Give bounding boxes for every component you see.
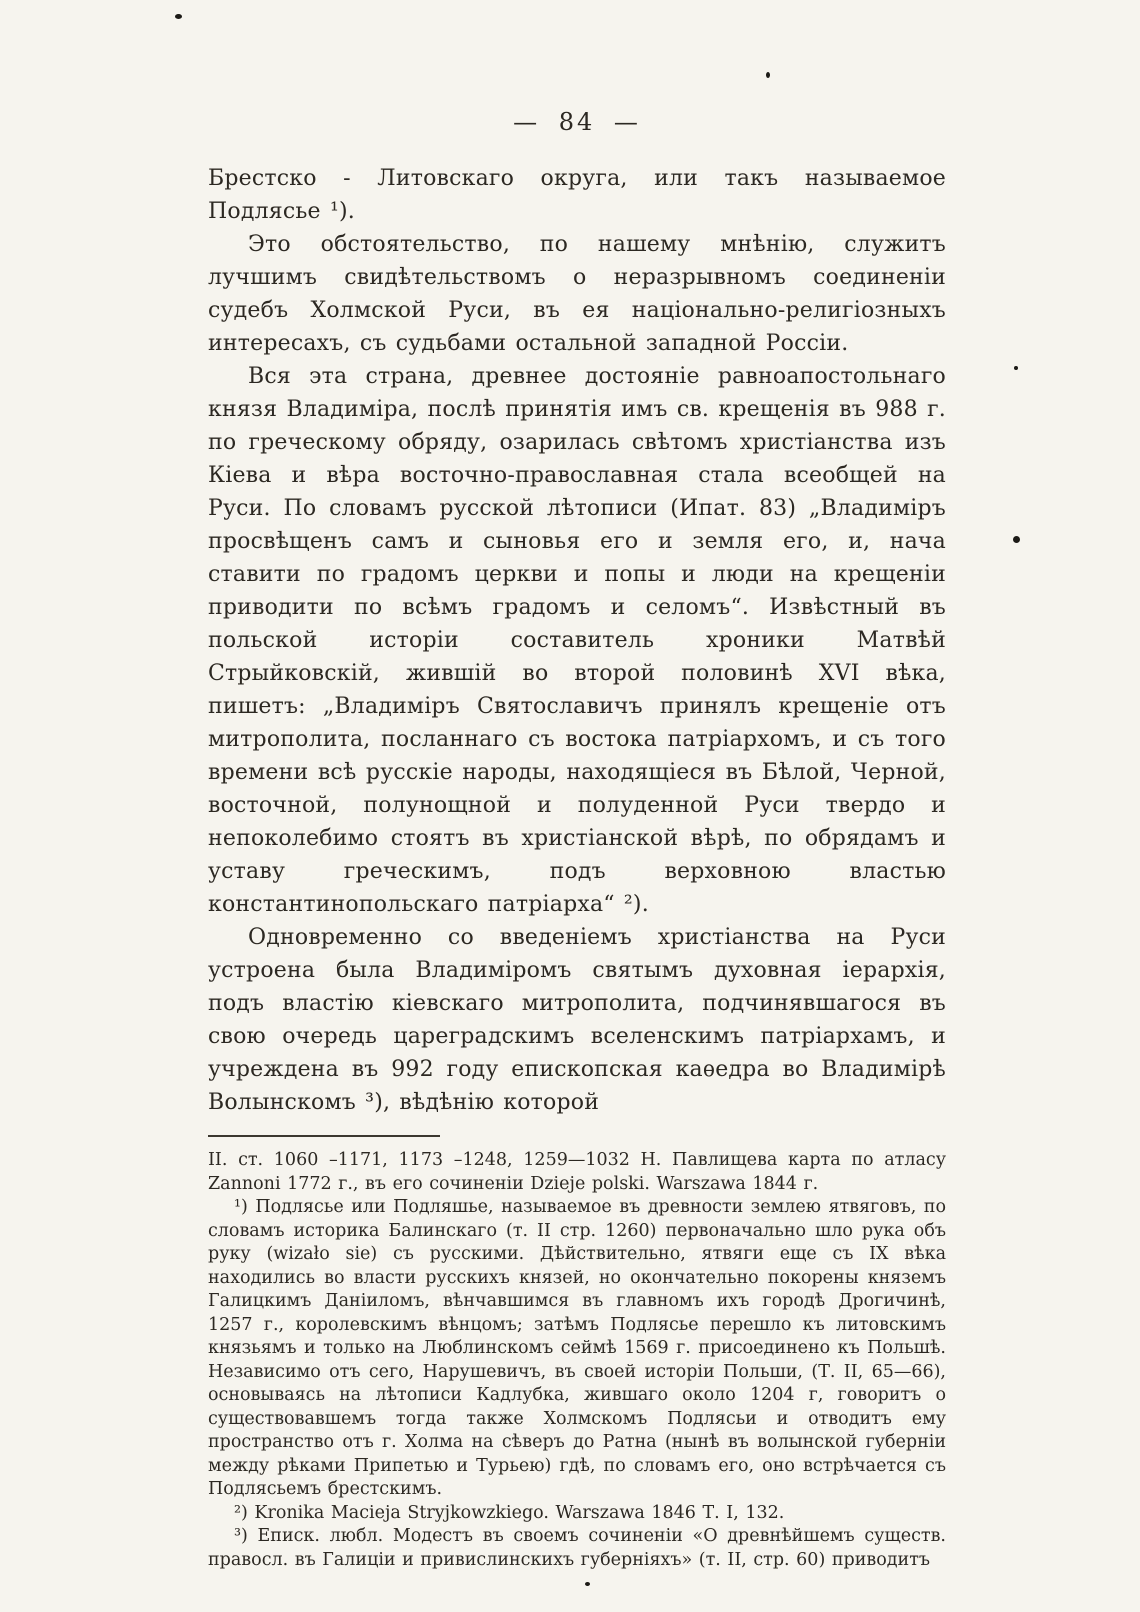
page-number: — 84 —	[513, 108, 641, 136]
paragraph: Вся эта страна, древнее достояніе равноапостольнаго князя Владиміра, послѣ принятія имъ св. крещенія въ 988 г. по греческому обряду, озарилась свѣтомъ христіанства изъ Кіева и вѣра восточно-православная стала всеобщей на Руси. По словамъ русской лѣтописи (Ипат. 83) „Владиміръ просвѣщенъ самъ и сыновья его и земля его, и, нача ставити по градомъ церкви и попы и люди на крещеніи приводити по всѣмъ градомъ и селомъ“. Извѣстный въ польской исторіи составитель хроники Матвѣй Стрыйковскій, жившій во второй половинѣ XVI вѣка, пишетъ: „Владиміръ Святославичъ принялъ крещеніе отъ митрополита, посланнаго съ востока патріархомъ, и съ того времени всѣ русскіе народы, находящіеся въ Бѣлой, Черной, восточной, полунощной и полуденной Руси твердо и непоколебимо стоятъ въ христіанской вѣрѣ, по обрядамъ и уставу греческимъ, подъ верховною властью константинопольскаго патріарха“ ²).	[208, 364, 946, 917]
scan-speck	[175, 14, 182, 19]
scan-speck	[585, 1582, 590, 1586]
footnotes	[208, 1149, 946, 1572]
paragraph: Одновременно со введеніемъ христіанства на Руси устроена была Владиміромъ святымъ духовная іерархія, подъ властію кіевскаго митрополита, подчинявшагося въ свою очередь цареградскимъ вселенскимъ патріархамъ, и учреждена въ 992 году епископская каѳедра во Владимірѣ Волынскомъ ³), вѣдѣнію которой	[208, 925, 946, 1115]
scan-speck	[766, 72, 770, 78]
scan-speck	[1014, 366, 1018, 370]
page-content	[208, 108, 946, 1572]
footnote-2: ²) Kronika Macieja Stryjkowzkiego. Warszawa 1846 Т. I, 132.	[234, 1502, 785, 1523]
paragraph: Это обстоятельство, по нашему мнѣнію, служитъ лучшимъ свидѣтельствомъ о неразрывномъ соединеніи судебъ Холмской Руси, въ ея національно-религіозныхъ интересахъ, съ судьбами остальной западной Россіи.	[208, 232, 946, 356]
body-text	[208, 162, 946, 1119]
footnote-separator	[208, 1135, 440, 1137]
scan-speck	[1013, 536, 1020, 543]
paragraph-continuation: Брестско - Литовскаго округа, или такъ называемое Подлясье ¹).	[208, 166, 946, 224]
footnote-3: ³) Еписк. любл. Модестъ въ своемъ сочиненіи «О древнѣйшемъ существ. правосл. въ Галиціи и привислинскихъ губерніяхъ» (т. II, стр. 60) приводитъ	[208, 1526, 946, 1570]
footnote-1: ¹) Подлясье или Подляшье, называемое въ древности землею ятвяговъ, по словамъ историка Балинскаго (т. II стр. 1260) первоначально шло рука объ руку (wizało sie) съ русскими. Дѣйствительно, ятвяги еще съ IX вѣка находились во власти русскихъ князей, но окончательно покорены княземъ Галицкимъ Даніиломъ, вѣнчавшимся въ главномъ ихъ городѣ Дрогичинѣ, 1257 г., королевскимъ вѣнцомъ; затѣмъ Подлясье перешло къ литовскимъ князьямъ и только на Люблинскомъ сеймѣ 1569 г. присоединено къ Польшѣ. Независимо отъ сего, Нарушевичъ, въ своей исторіи Польши, (Т. II, 65—66), основываясь на лѣтописи Кадлубка, жившаго около 1204 г, говоритъ о существовавшемъ тогда также Холмскомъ Подлясьи и отводитъ ему пространство отъ г. Холма на сѣверъ до Ратна (нынѣ въ волынской губерніи между рѣками Припетью и Турьею) гдѣ, по словамъ его, оно встрѣчается съ Подлясьемъ брестскимъ.	[208, 1197, 946, 1499]
footnote-continuation: II. ст. 1060 –1171, 1173 –1248, 1259—1032 Н. Павлищева карта по атласу Zannoni 1772 г., въ его сочиненіи Dzieje polski. Warszawa 1844 г.	[208, 1150, 946, 1194]
